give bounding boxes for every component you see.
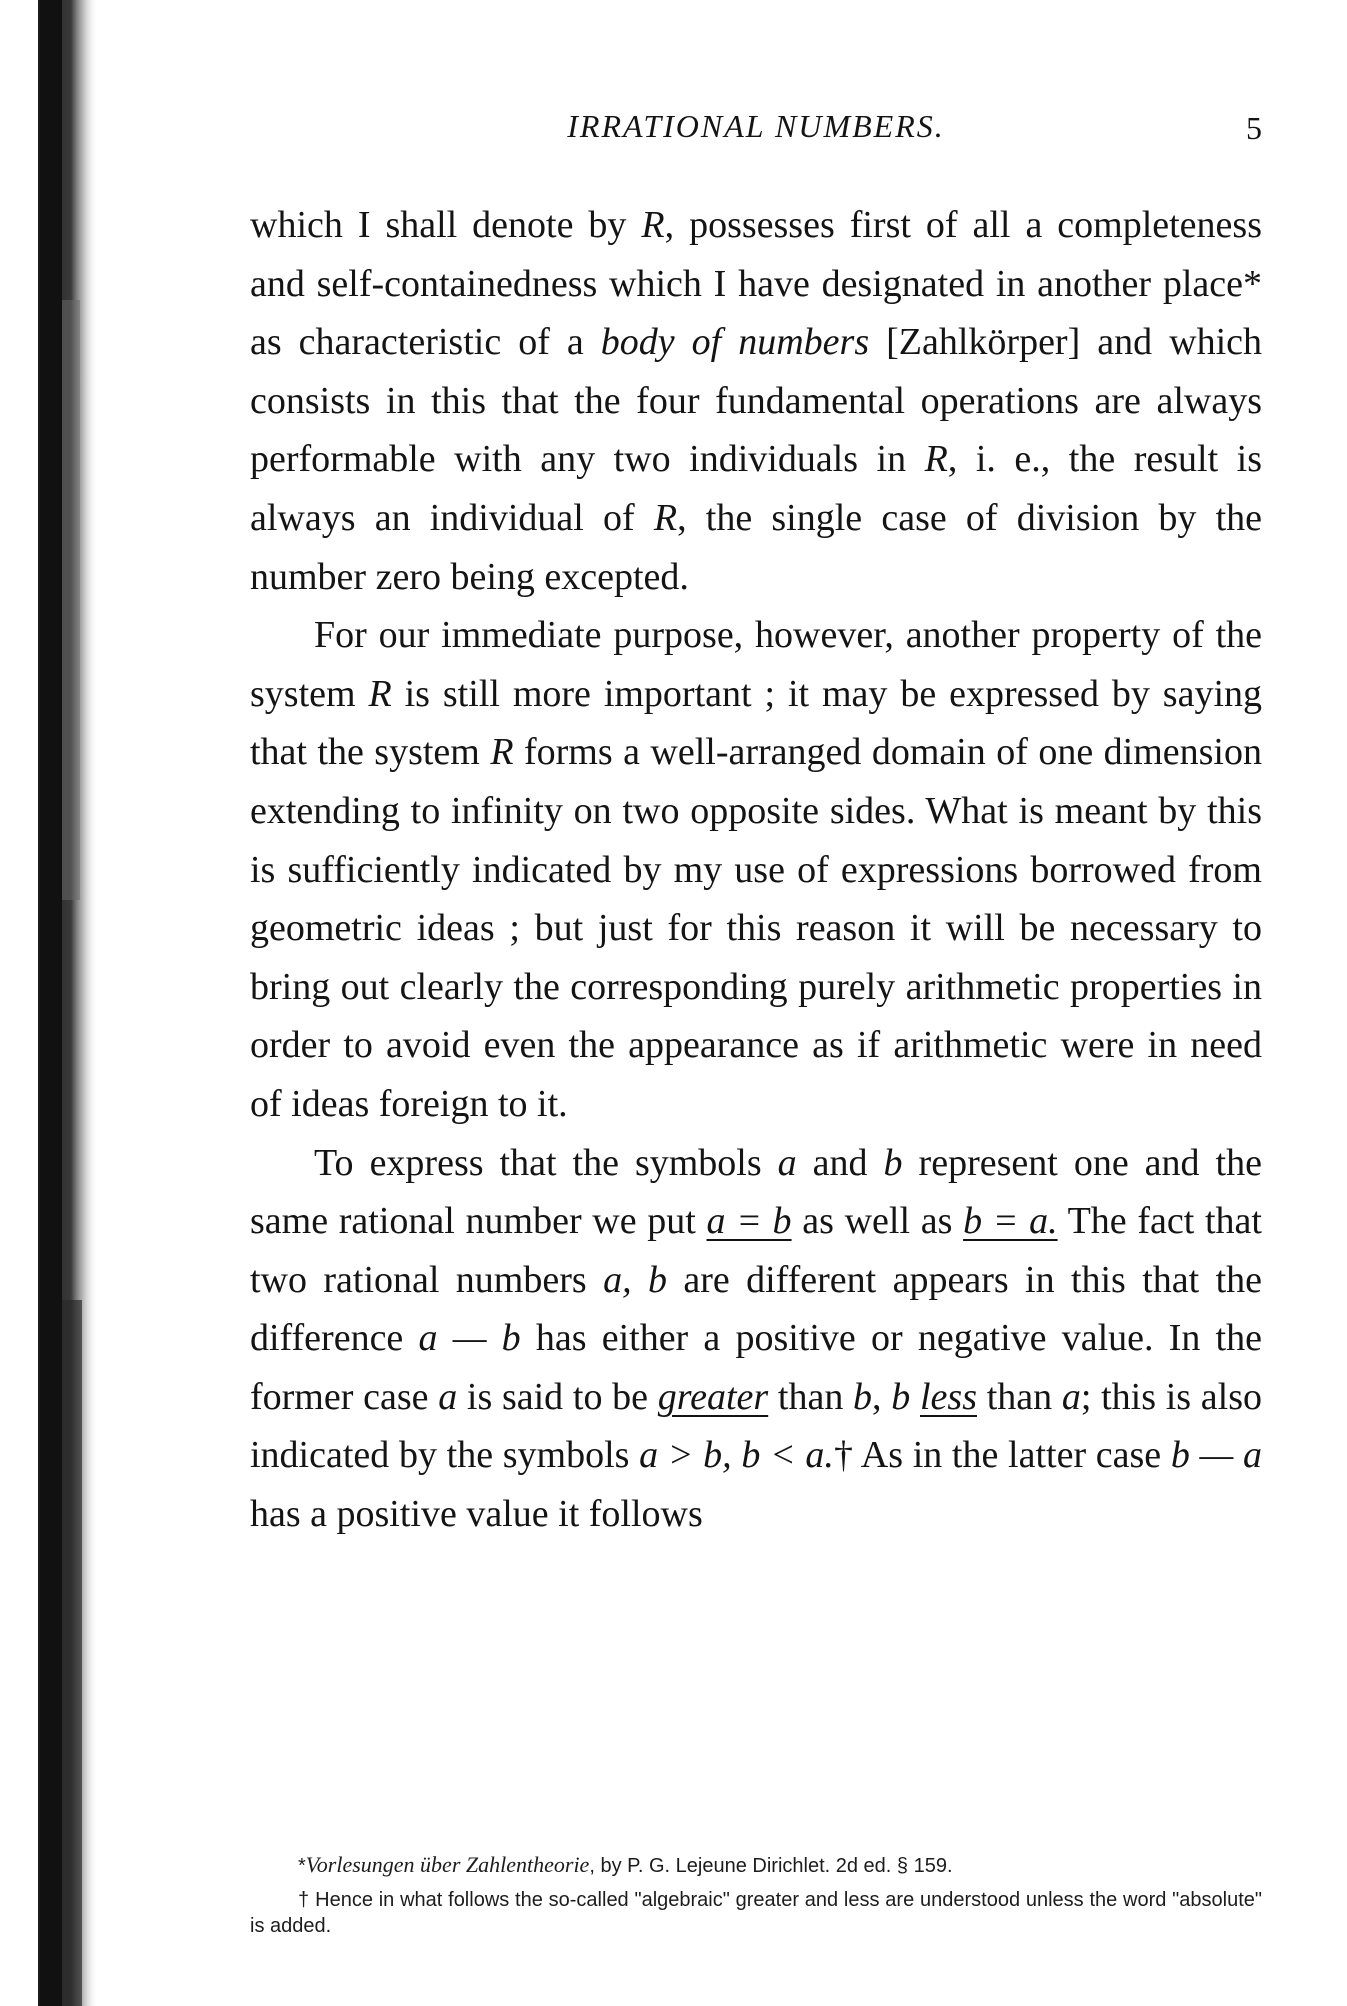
math-symbol: b xyxy=(883,1141,903,1184)
text-run: † As in the latter case xyxy=(833,1434,1171,1477)
math-symbol: a xyxy=(438,1375,458,1418)
footnotes xyxy=(250,1852,1262,1947)
math-symbol: R xyxy=(924,438,948,481)
math-symbol: R xyxy=(368,672,392,715)
equation: b = a. xyxy=(963,1200,1058,1243)
text-run: has either a positive or negative value. In the former case xyxy=(250,1317,1262,1418)
italic-term: body of numbers xyxy=(600,321,870,364)
text-run: ; this is also indicated by the symbols xyxy=(250,1375,1262,1477)
equation: b — a xyxy=(1170,1434,1262,1477)
text-run: For our immediate purpose, however, another property of the system xyxy=(250,614,1262,715)
text-run: represent one and the same rational number we put xyxy=(250,1141,1262,1243)
text-run: which I shall denote by xyxy=(250,204,642,246)
equation: a > b, b < a. xyxy=(639,1434,834,1477)
paragraph-2 xyxy=(250,606,1262,1133)
page-number: 5 xyxy=(1246,110,1262,146)
paragraph-3 xyxy=(250,1134,1262,1544)
text-run: and xyxy=(796,1141,884,1184)
math-symbol: R xyxy=(641,204,665,246)
text-run: , the single case of division by the number zero being excepted. xyxy=(250,496,1262,598)
text-run: , possesses first of all a completeness and self-containedness which I have designated in another place* as characteristic of a xyxy=(250,204,1262,364)
math-symbol: b xyxy=(853,1375,873,1418)
paragraph-1 xyxy=(250,196,1262,606)
math-symbol: R xyxy=(653,496,678,539)
text-run: , i. e., the result is always an individual of xyxy=(250,438,1262,539)
math-symbol: a, b xyxy=(603,1258,667,1301)
text-run: has a positive value it follows xyxy=(250,1493,703,1536)
text-run: is said to be xyxy=(457,1375,658,1418)
page-header xyxy=(250,108,1262,158)
math-symbol: a xyxy=(777,1141,797,1184)
body-text xyxy=(250,196,1262,1544)
text-run: The fact that two rational numbers xyxy=(250,1200,1262,1301)
footnote-text: , by P. G. Lejeune Dirichlet. 2d ed. § 159. xyxy=(589,1855,953,1877)
math-symbol: R xyxy=(490,731,514,774)
text-run: forms a well-arranged domain of one dimension extending to infinity on two opposite sides. What is meant by this is sufficiently indicated by my use of expressions borrowed from geometric ideas ; but just for this reason it will be necessary to bring out clearly the corresponding purely arithmetic properties in order to avoid even the appearance as if arithmetic were in need of ideas foreign to it. xyxy=(250,731,1262,1125)
running-head: IRRATIONAL NUMBERS. xyxy=(567,108,945,144)
italic-term: less xyxy=(919,1375,977,1418)
text-run: , xyxy=(872,1375,892,1418)
text-run xyxy=(910,1376,920,1418)
italic-term: greater xyxy=(657,1375,769,1418)
scanned-binding-edge xyxy=(0,0,120,2006)
footnote-1 xyxy=(250,1852,1262,1879)
text-run: than xyxy=(768,1375,854,1418)
cited-title: Vorlesungen über Zahlentheorie xyxy=(305,1852,590,1877)
equation: a — b xyxy=(418,1317,521,1360)
text-run: than xyxy=(976,1375,1062,1418)
math-symbol: b xyxy=(891,1375,911,1418)
text-run: To express that the symbols xyxy=(314,1141,778,1184)
text-run: is still more important ; it may be expressed by saying that the system xyxy=(250,672,1262,774)
equation: a = b xyxy=(706,1200,792,1243)
text-run: are different appears in this that the difference xyxy=(250,1258,1263,1360)
footnote-marker: * xyxy=(298,1855,306,1877)
footnote-2: † Hence in what follows the so-called "algebraic" greater and less are understood unless the word "absolute" is added. xyxy=(250,1889,1262,1937)
text-run: as well as xyxy=(791,1200,964,1243)
text-run: [Zahlkörper] and which consists in this that the four fundamental operations are always performable with any two individuals in xyxy=(250,321,1263,481)
math-symbol: a xyxy=(1061,1375,1081,1418)
